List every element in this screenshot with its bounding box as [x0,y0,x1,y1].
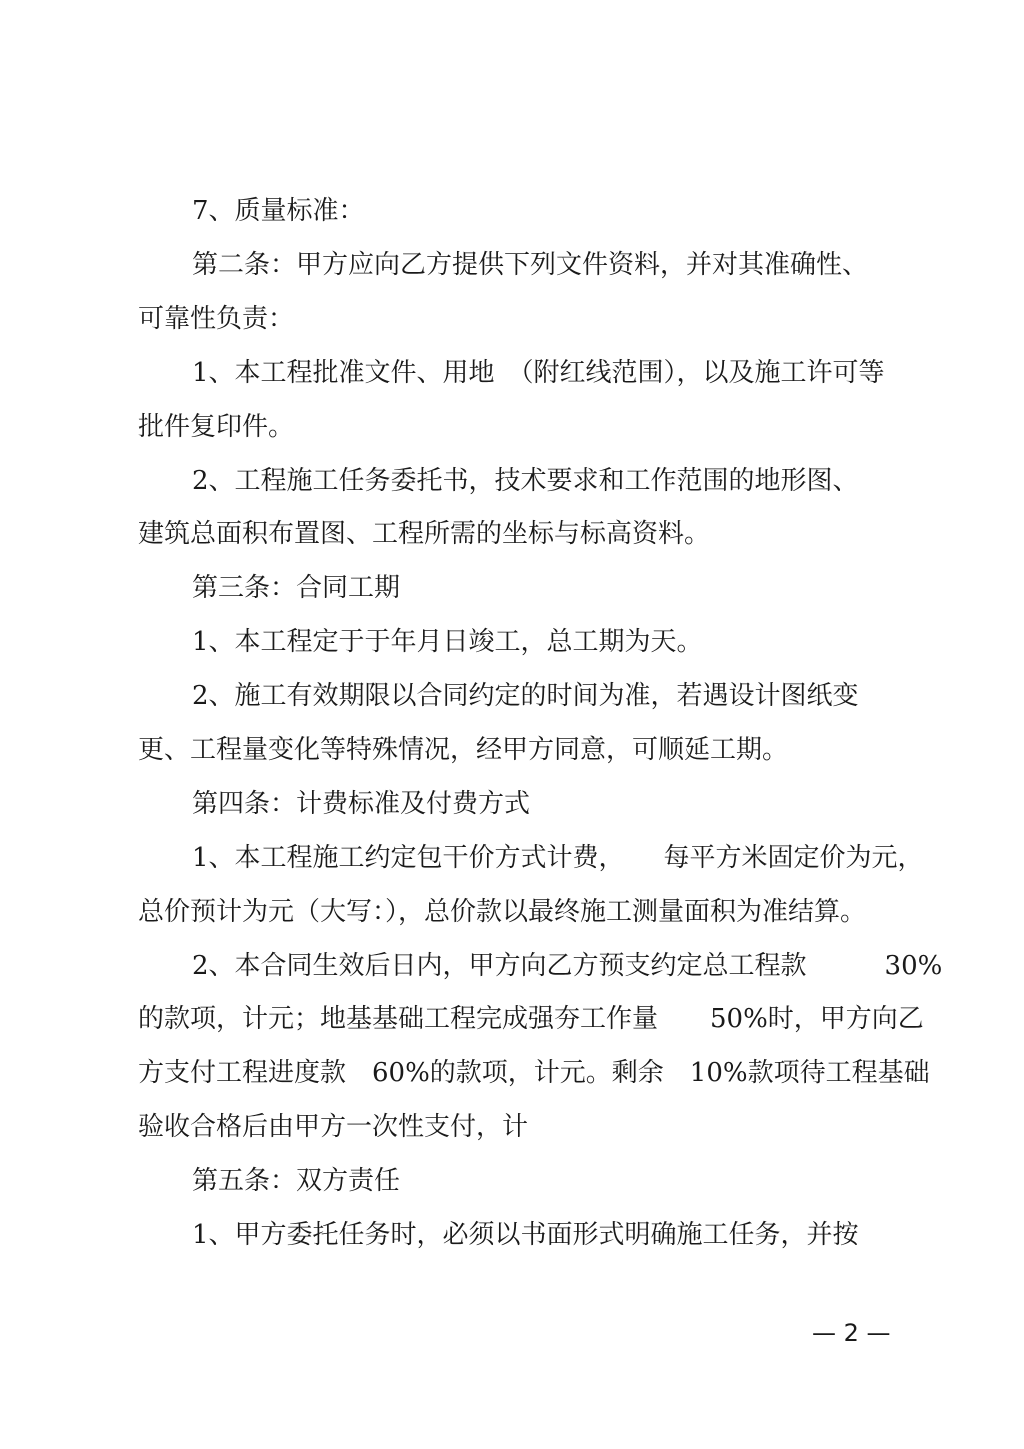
article-three-heading: 第三条：合同工期 [192,573,401,603]
article-five-heading: 第五条：双方责任 [192,1166,401,1196]
article-two-item-1-continuation: 批件复印件。 [138,412,295,442]
article-three-item-2: 2、施工有效期限以合同约定的时间为准，若遇设计图纸变 [192,681,859,711]
article-four-heading: 第四条：计费标准及付费方式 [192,789,531,819]
article-five-item-1: 1、甲方委托任务时，必须以书面形式明确施工任务，并按 [192,1220,859,1250]
article-four-item-2-line-2: 的款项，计元；地基基础工程完成强夯工作量 50%时，甲方向乙 [138,1004,924,1034]
article-four-item-2: 2、本合同生效后日内，甲方向乙方预支约定总工程款 30% [192,951,943,981]
page-number: — 2 — [812,1319,891,1347]
article-four-item-2-line-3: 方支付工程进度款 60%的款项，计元。剩余 10%款项待工程基础 [138,1058,930,1088]
article-two-heading: 第二条：甲方应向乙方提供下列文件资料，并对其准确性、 [192,250,869,280]
article-two-item-1: 1、本工程批准文件、用地 （附红线范围），以及施工许可等 [192,358,885,388]
article-three-item-2-continuation: 更、工程量变化等特殊情况，经甲方同意，可顺延工期。 [138,735,789,765]
article-three-item-1: 1、本工程定于于年月日竣工，总工期为天。 [192,627,703,657]
article-four-item-2-line-4: 验收合格后由甲方一次性支付，计 [138,1112,529,1142]
article-two-item-2-continuation: 建筑总面积布置图、工程所需的坐标与标高资料。 [138,519,711,549]
article-two-continuation: 可靠性负责： [138,304,295,334]
section-item-quality-standard: 7、质量标准： [192,196,365,226]
article-four-item-1-continuation: 总价预计为元（大写：），总价款以最终施工测量面积为准结算。 [138,897,867,927]
article-two-item-2: 2、工程施工任务委托书，技术要求和工作范围的地形图、 [192,466,859,496]
article-four-item-1: 1、本工程施工约定包干价方式计费， 每平方米固定价为元， [192,843,924,873]
